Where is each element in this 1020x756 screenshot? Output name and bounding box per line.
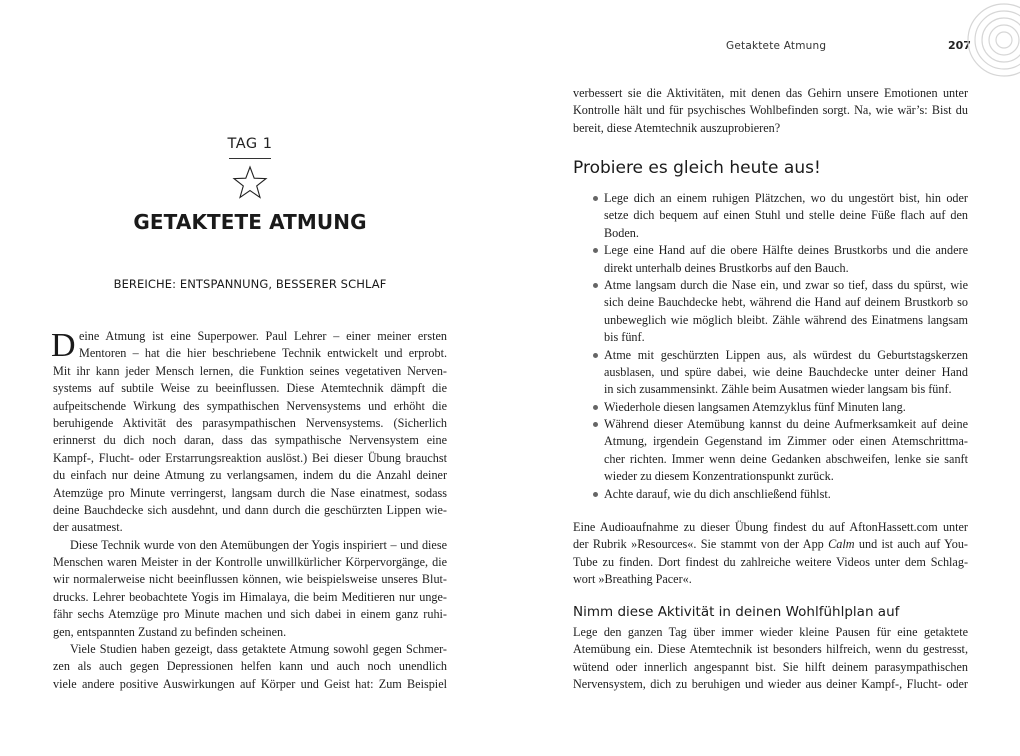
text-line: zen als auch gegen Depressionen helfen kann und auch noch unendlich	[53, 659, 447, 674]
text-line: in sich zusammensinkt. Zähle beim Ausatmen wieder langsam bis fünf.	[604, 382, 952, 397]
text-line: sich deine Bauchdecke hebt, während die Hand auf deinem Brustkorb so	[604, 295, 968, 310]
text-segment: wort »Breathing Pacer«.	[573, 572, 692, 587]
text-line: drucks. Lehrer beobachtete Yogis im Himalaya, die beim Meditieren nur unge-	[53, 589, 447, 604]
bullet-dot-icon	[593, 353, 598, 358]
text-line: Lege dich an einem ruhigen Plätzchen, wo du ungestört bist, hin oder	[604, 191, 968, 205]
day-label: TAG 1	[227, 136, 273, 152]
bullet-item	[573, 242, 968, 277]
text-line: cher richten. Immer wenn deine Gedanken abschweifen, lenke sie sanft	[604, 451, 968, 466]
text-line: wieder zu diesem Konzentrationspunkt zurück.	[604, 469, 834, 484]
text-line: ausblasen, und spüre dabei, wie deine Bauchdecke unter deiner Hand	[604, 364, 968, 379]
text-line: Boden.	[604, 225, 639, 240]
app-name-italic: Calm	[828, 537, 855, 552]
text-line	[573, 536, 968, 553]
text-segment: Eine Audioaufnahme zu dieser Übung findest du auf AftonHassett.com unter	[573, 520, 968, 534]
bullet-dot-icon	[593, 422, 598, 427]
right-page	[510, 0, 1020, 756]
left-body-text	[53, 328, 447, 693]
text-line: fähr sechs Atemzüge pro Minute machen und sich dabei in einem ganz ruhi-	[53, 607, 447, 622]
text-line: Nervensystem, dich zu beruhigen und wieder aus deiner Kampf-, Flucht- oder	[573, 677, 968, 692]
text-line: bereit, diese Atemtechnik auszuprobieren?	[573, 120, 781, 135]
text-line: beruhigende Aktivität des parasympathischen Nervensystems. (Sicherlich	[53, 415, 447, 430]
text-line: Viele Studien haben gezeigt, dass getaktete Atmung sowohl gegen Schmer-	[70, 642, 447, 657]
text-line: verbessert sie die Aktivitäten, mit denen das Gehirn unsere Emotionen unter	[573, 86, 968, 100]
text-line: Atmung, irgendein Gegenstand im Zimmer oder einen Atemschrittma-	[604, 434, 968, 449]
concentric-circles-icon	[958, 0, 1020, 80]
bullet-item	[573, 277, 968, 347]
bullet-dot-icon	[593, 283, 598, 288]
text-line: unbeweglich wie möglich bleibt. Zähle während des Einatmens langsam	[604, 312, 968, 327]
section-heading-try-today: Probiere es gleich heute aus!	[573, 158, 821, 178]
text-line	[573, 554, 968, 571]
day-rule-divider	[229, 158, 271, 159]
page-number: 207	[948, 39, 971, 52]
bullet-item	[573, 190, 968, 242]
text-line: bis fünf.	[604, 330, 645, 345]
text-line: deine Bauchdecke sich ausdehnt, und dann durch die geschürzten Lippen wie-	[53, 502, 447, 517]
text-line: Atme langsam durch die Nase ein, und zwar so tief, dass du spürst, wie	[604, 277, 968, 292]
text-line: der ausatmest.	[53, 520, 123, 535]
bullet-item	[573, 399, 968, 416]
left-page	[0, 0, 505, 756]
text-line: gen, entspannten Zustand zu befinden scheinen.	[53, 624, 287, 639]
text-segment: Tube zu finden. Dort findest du zahlreiche weitere Videos unter dem Schlag-	[573, 554, 968, 569]
bullet-dot-icon	[593, 492, 598, 497]
drop-cap: D	[51, 327, 76, 364]
text-line: setze dich bequem auf einen Stuhl und stelle deine Füße flach auf den	[604, 208, 968, 223]
running-head: Getaktete Atmung	[726, 40, 827, 52]
text-line: Mentoren – hat die hier beschriebene Technik entwickelt und erprobt.	[79, 346, 447, 361]
text-line: Wiederhole diesen langsamen Atemzyklus fünf Minuten lang.	[604, 399, 906, 414]
text-segment: und ist auch auf You-	[854, 537, 968, 552]
bullet-dot-icon	[593, 405, 598, 410]
text-line: eine Atmung ist eine Superpower. Paul Lehrer – einer meiner ersten	[79, 329, 447, 343]
text-line: du einfach nur deine Atmung zu verlangsamen, indem du die Anzahl deiner	[53, 468, 447, 483]
text-line: Lege den ganzen Tag über immer wieder kleine Pausen für eine getaktete	[573, 625, 968, 639]
instruction-bullet-list	[573, 190, 968, 503]
text-segment: der Rubrik »Resources«. Sie stammt von der App	[573, 537, 829, 552]
text-line: wir normalerweise nicht beeinflussen können, wie beispielsweise unseres Blut-	[53, 572, 447, 587]
text-line: Lege eine Hand auf die obere Hälfte deines Brustkorbs und die andere	[604, 243, 968, 258]
text-line: Während dieser Atemübung kannst du deine Aufmerksamkeit auf deine	[604, 417, 968, 432]
text-line: wütend oder innerlich angespannt bist. Sie hilft deinem parasympathischen	[573, 659, 968, 674]
audio-paragraph	[573, 519, 968, 589]
text-line: Kampf-, Flucht- oder Erstarrungsreaktion auslöst.) Bei dieser Übung brauchst	[53, 450, 447, 465]
areas-subtitle: BEREICHE: ENTSPANNUNG, BESSERER SCHLAF	[113, 277, 387, 291]
text-line: Atme mit geschürzten Lippen aus, als würdest du Geburtstagskerzen	[604, 347, 968, 362]
star-icon	[232, 165, 268, 201]
text-line: Atemübung ein. Diese Atemtechnik ist besonders hilfreich, wenn du gestresst,	[573, 642, 968, 657]
text-line: Atemzüge pro Minute verringerst, langsam durch die Nase einatmest, sodass	[53, 485, 447, 500]
text-line: Kontrolle hält und für psychisches Wohlbefinden sorgt. Na, wie wär’s: Bist du	[573, 103, 968, 118]
text-line: Achte darauf, wie du dich anschließend fühlst.	[604, 486, 831, 501]
bullet-dot-icon	[593, 248, 598, 253]
text-line: viele andere positive Auswirkungen auf Körper und Geist hat: Zum Beispiel	[53, 676, 447, 691]
bullet-dot-icon	[593, 196, 598, 201]
chapter-title: GETAKTETE ATMUNG	[133, 210, 367, 234]
bullet-item	[573, 347, 968, 399]
bullet-item	[573, 486, 968, 503]
text-line: Mit ihr kann jeder Mensch lernen, die Funktion seines vegetativen Nerven-	[53, 363, 447, 378]
text-line	[573, 571, 968, 588]
text-line: Diese Technik wurde von den Atemübungen der Yogis inspiriert – und diese	[70, 537, 447, 552]
text-line: direkt unterhalb deines Brustkorbs auf den Bauch.	[604, 260, 849, 275]
section-heading-wellbeing-plan: Nimm diese Aktivität in deinen Wohlfühlplan auf	[573, 604, 900, 620]
text-line: systems auf subtile Weise zu beeinflussen. Diese Atemtechnik dämpft die	[53, 381, 447, 396]
text-line: Menschen waren Meister in der Kontrolle unwillkürlicher Körpervorgänge, die	[53, 555, 447, 570]
text-line: aufpeitschende Wirkung des sympathischen Nervensystems und erhöht die	[53, 398, 447, 413]
bullet-item	[573, 416, 968, 486]
intro-text	[573, 85, 968, 137]
text-line: erinnerst du dich noch daran, dass das sympathische Nervensystem eine	[53, 433, 447, 448]
text-line	[573, 519, 968, 536]
plan-paragraph	[573, 624, 968, 694]
